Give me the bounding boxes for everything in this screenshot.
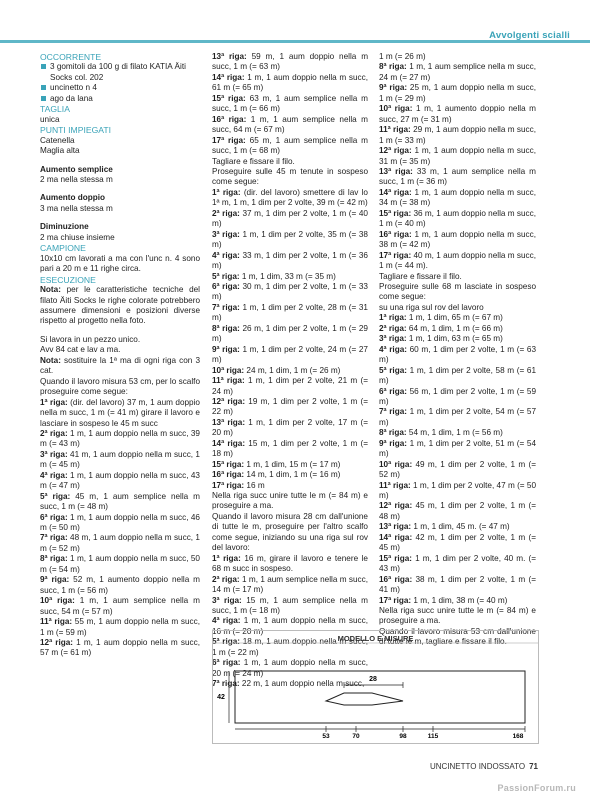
row-instruction: 5ª riga: 18 m, 1 aum doppio nella m succ, 1 m (= 22 m) (212, 637, 368, 657)
row-list (379, 313, 536, 606)
row-instruction: 16ª riga: 14 m, 1 dim, 1 m (= 16 m) (212, 470, 341, 480)
row-instruction: 1ª riga: (dir. del lavoro) 37 m, 1 aum doppio nella m succ, 1 m (= 41 m) girare il lavoro e lasciare in sospeso le 45 m succ (40, 397, 200, 428)
row-instruction: 1ª riga: 16 m, girare il lavoro e tenere le 68 m succ in sospeso. (212, 553, 368, 574)
taglia-value: unica (40, 114, 60, 124)
instruction-text: Proseguire sulle 45 m tenute in sospeso come segue: (212, 166, 368, 187)
row-instruction: 2ª riga: 1 m, 1 aum doppio nella m succ, 39 m (= 43 m) (40, 428, 200, 449)
diagram-title: MODELLO E MISURE (337, 634, 414, 643)
row-instruction: 17ª riga: 1 m, 1 dim, 38 m (= 40 m) (379, 595, 508, 605)
page-header (0, 0, 590, 44)
stitch-item: Maglia alta (40, 146, 80, 156)
row-instruction: 4ª riga: 33 m, 1 dim per 2 volte, 1 m (= 36 m) (212, 250, 368, 271)
row-instruction: 12ª riga: 19 m, 1 dim per 2 volte, 1 m (= 22 m) (212, 396, 368, 417)
row-instruction: 13ª riga: 1 m, 1 dim per 2 volte, 17 m (= 20 m) (212, 417, 368, 438)
row-instruction: 3ª riga: 1 m, 1 dim, 63 m (= 65 m) (379, 334, 503, 344)
row-instruction: 10ª riga: 1 m, 1 aumento doppio nella m succ, 27 m (= 31 m) (379, 104, 537, 124)
instruction-text: Tagliare e fissare il filo. (212, 156, 295, 166)
row-instruction: 15ª riga: 1 m, 1 dim, 15 m (= 17 m) (212, 459, 341, 469)
row-instruction: 1ª riga: 1 m, 1 dim, 65 m (= 67 m) (379, 313, 503, 323)
material-item: uncinetto n 4 (40, 83, 200, 93)
row-instruction: 16ª riga: 38 m, 1 dim per 2 volte, 1 m (= 41 m) (379, 574, 536, 595)
row-instruction: 8ª riga: 26 m, 1 dim per 2 volte, 1 m (= 29 m) (212, 323, 368, 344)
row-instruction: 7ª riga: 1 m, 1 dim per 2 volte, 54 m (= 57 m) (379, 407, 536, 427)
diminuzione-title: Diminuzione (40, 222, 89, 232)
material-item: ago da lana (40, 94, 200, 104)
row-instruction: 12ª riga: 1 m, 1 aum doppio nella m succ, 57 m (= 61 m) (40, 638, 200, 658)
instruction-text: Proseguire sulle 68 m lasciate in sospeso come segue: (379, 281, 536, 302)
row-instruction: 6ª riga: 1 m, 1 aum doppio nella m succ, 46 m (= 50 m) (40, 512, 200, 533)
row-instruction: 3ª riga: 41 m, 1 aum doppio nella m succ, 1 m (= 45 m) (40, 449, 200, 470)
punti-heading: PUNTI IMPIEGATI (40, 125, 111, 136)
esecuzione-note: Nota: per le caratteristiche tecniche del filato Äiti Socks le righe colorate potrebbero assumere dimensioni e posizioni diverse rispetto al progetto nella foto. (40, 285, 200, 326)
bullet-square-icon (41, 85, 46, 90)
watermark: PassionForum.ru (497, 783, 576, 793)
row-instruction: 2ª riga: 64 m, 1 dim, 1 m (= 66 m) (379, 323, 503, 333)
column-1 (40, 52, 200, 659)
instruction-text: 1 m (= 26 m) (379, 52, 426, 61)
row-instruction: 14ª riga: 1 m, 1 aum doppio nella m succ, 61 m (= 65 m) (212, 72, 368, 93)
row-instruction: 4ª riga: 60 m, 1 dim per 2 volte, 1 m (= 63 m) (379, 344, 536, 365)
campione-heading: CAMPIONE (40, 243, 86, 254)
row-instruction: 5ª riga: 1 m, 1 dim, 33 m (= 35 m) (212, 271, 336, 281)
aumento-doppio-title: Aumento doppio (40, 193, 106, 203)
intro-text: Si lavora in un pezzo unico. (40, 334, 141, 344)
material-item: 3 gomitoli da 100 g di filato KATIA Äiti Socks col. 202 (40, 62, 200, 83)
intro-text: Avv 84 cat e lav a ma. (40, 345, 121, 355)
diagram-drawing (213, 631, 538, 743)
page-number: 71 (529, 762, 538, 771)
row-instruction: 12ª riga: 45 m, 1 dim per 2 volte, 1 m (= 48 m) (379, 501, 536, 521)
row-instruction: 17ª riga: 16 m (212, 480, 265, 490)
esecuzione-heading: ESECUZIONE (40, 274, 96, 285)
row-instruction: 7ª riga: 1 m, 1 dim per 2 volte, 28 m (= 31 m) (212, 302, 368, 323)
row-instruction: 5ª riga: 1 m, 1 dim per 2 volte, 58 m (= 61 m) (379, 365, 536, 386)
schema-diagram (212, 630, 539, 744)
row-instruction: 7ª riga: 48 m, 1 aum doppio nella m succ, 1 m (= 52 m) (40, 533, 200, 553)
row-instruction: 15ª riga: 63 m, 1 aum semplice nella m succ, 1 m (= 66 m) (212, 93, 369, 114)
row-instruction: 9ª riga: 25 m, 1 aum doppio nella m succ, 1 m (= 29 m) (379, 83, 536, 103)
aumento-semplice-title: Aumento semplice (40, 164, 113, 174)
dimension-label-bottom: 115 (427, 733, 439, 740)
row-instruction: 2ª riga: 1 m, 1 aum semplice nella m succ, 14 m (= 17 m) (212, 574, 368, 595)
dimension-label-bottom: 53 (322, 733, 330, 740)
aumento-doppio-text: 3 ma nella stessa m (40, 203, 113, 213)
instruction-text: Nella riga succ unire tutte le m (= 84 m) e proseguire a ma. (212, 491, 368, 511)
row-instruction: 17ª riga: 65 m, 1 aum semplice nella m succ, 1 m (= 68 m) (212, 135, 369, 156)
dimension-label-bottom: 98 (399, 733, 407, 740)
row-instruction: 14ª riga: 1 m, 1 aum doppio nella m succ, 34 m (= 38 m) (379, 187, 536, 208)
instruction-text: Quando il lavoro misura 53 cm dall'unione di tutte le m, tagliare e fissare il filo. (379, 626, 536, 647)
row-instruction: 15ª riga: 1 m, 1 dim per 2 volte, 40 m. (= 43 m) (379, 553, 537, 574)
instruction-text: Nella riga succ unire tutte le m (= 84 m) e proseguire a ma. (379, 606, 536, 626)
row-instruction: 11ª riga: 29 m, 1 aum doppio nella m succ, 1 m (= 33 m) (379, 125, 537, 145)
row-instruction: 10ª riga: 49 m, 1 dim per 2 volte, 1 m (= 52 m) (379, 459, 536, 480)
row-instruction: 12ª riga: 1 m, 1 aum doppio nella m succ, 31 m (= 35 m) (379, 146, 536, 166)
row-list (212, 52, 368, 157)
row-instruction: 3ª riga: 15 m, 1 aum semplice nella m succ, 1 m (= 18 m) (212, 595, 369, 616)
row-instruction: 2ª riga: 37 m, 1 dim per 2 volte, 1 m (= 40 m) (212, 208, 368, 229)
note-text: Nota: sostituire la 1ª ma di ogni riga con 3 cat. (40, 355, 200, 376)
row-instruction: 4ª riga: 1 m, 1 aum doppio nella m succ, 16 m (= 20 m) (212, 616, 368, 636)
campione-text: 10x10 cm lavorati a ma con l'unc n. 4 sono pari a 20 m e 11 righe circa. (40, 253, 200, 274)
row-instruction: 3ª riga: 1 m, 1 dim per 2 volte, 35 m (= 38 m) (212, 229, 368, 250)
row-instruction: 15ª riga: 36 m, 1 aum doppio nella m succ, 1 m (= 40 m) (379, 208, 536, 229)
diminuzione-text: 2 ma chiuse insieme (40, 232, 115, 242)
row-instruction: 13ª riga: 59 m, 1 aum doppio nella m succ, 1 m (= 63 m) (212, 52, 369, 72)
instruction-text: su una riga sul rov del lavoro (379, 302, 484, 312)
magazine-name: UNCINETTO INDOSSATO (429, 762, 526, 771)
row-instruction: 10ª riga: 24 m, 1 dim, 1 m (= 26 m) (212, 365, 341, 375)
dimension-label-bottom: 168 (512, 733, 524, 740)
row-instruction: 9ª riga: 1 m, 1 dim per 2 volte, 24 m (= 27 m) (212, 344, 368, 365)
section-title: Avvolgenti scialli (489, 30, 570, 41)
bullet-square-icon (41, 64, 46, 69)
row-instruction: 8ª riga: 1 m, 1 aum semplice nella m succ, 24 m (= 27 m) (379, 62, 536, 82)
dimension-label-left: 42 (217, 694, 225, 701)
row-instruction: 4ª riga: 1 m, 1 aum doppio nella m succ, 43 m (= 47 m) (40, 470, 200, 491)
page-footer (430, 762, 538, 771)
row-instruction: 14ª riga: 42 m, 1 dim per 2 volte, 1 m (= 45 m) (379, 532, 536, 553)
row-instruction: 14ª riga: 15 m, 1 dim per 2 volte, 1 m (= 18 m) (212, 438, 368, 459)
row-instruction: 17ª riga: 40 m, 1 aum doppio nella m succ, 1 m (= 44 m). (379, 250, 536, 271)
row-instruction: 9ª riga: 1 m, 1 dim per 2 volte, 51 m (= 54 m) (379, 438, 536, 459)
aumento-semplice-text: 2 ma nella stessa m (40, 174, 113, 184)
intro-text: Quando il lavoro misura 53 cm, per lo scalfo proseguire come segue: (40, 376, 200, 397)
row-instruction: 10ª riga: 1 m, 1 aum semplice nella m succ, 54 m (= 57 m) (40, 596, 200, 616)
taglia-heading: TAGLIA (40, 104, 70, 115)
armhole-opening (326, 693, 403, 705)
row-list (379, 62, 536, 271)
row-instruction: 11ª riga: 1 m, 1 dim per 2 volte, 21 m (= 24 m) (212, 376, 368, 396)
row-instruction: 16ª riga: 1 m, 1 aum doppio nella m succ, 38 m (= 42 m) (379, 229, 536, 250)
row-instruction: 6ª riga: 1 m, 1 aum doppio nella m succ, 20 m (= 24 m) (212, 658, 368, 678)
row-instruction: 16ª riga: 1 m, 1 aum semplice nella m succ, 64 m (= 67 m) (212, 114, 368, 135)
row-list (40, 398, 200, 659)
row-instruction: 8ª riga: 1 m, 1 aum doppio nella m succ, 50 m (= 54 m) (40, 554, 200, 574)
row-instruction: 8ª riga: 54 m, 1 dim, 1 m (= 56 m) (379, 428, 503, 438)
row-instruction: 13ª riga: 33 m, 1 aum semplice nella m succ, 1 m (= 36 m) (379, 166, 537, 187)
row-instruction: 6ª riga: 56 m, 1 dim per 2 volte, 1 m (= 59 m) (379, 386, 536, 406)
instruction-text: Tagliare e fissare il filo. (379, 271, 462, 281)
stitch-item: Catenella (40, 135, 75, 145)
column-2 (212, 52, 368, 690)
row-list (212, 188, 368, 491)
bullet-square-icon (41, 96, 46, 101)
row-instruction: 9ª riga: 52 m, 1 aumento doppio nella m succ, 1 m (= 56 m) (40, 575, 200, 595)
dimension-label-bottom: 70 (352, 733, 360, 740)
row-instruction: 1ª riga: (dir. del lavoro) smettere di lav lo 1ª m, 1 m, 1 dim per 2 volte, 39 m (= 42 m) (212, 187, 368, 208)
row-instruction: 5ª riga: 45 m, 1 aum semplice nella m succ, 1 m (= 48 m) (40, 491, 201, 512)
row-instruction: 7ª riga: 22 m, 1 aum doppio nella m succ, (212, 679, 365, 689)
row-instruction: 11ª riga: 55 m, 1 aum doppio nella m succ, 1 m (= 59 m) (40, 617, 200, 637)
row-instruction: 6ª riga: 30 m, 1 dim per 2 volte, 1 m (= 33 m) (212, 281, 368, 302)
row-instruction: 11ª riga: 1 m, 1 dim per 2 volte, 47 m (= 50 m) (379, 480, 536, 501)
column-3 (379, 52, 536, 648)
dimension-label-top: 28 (369, 676, 377, 683)
row-instruction: 13ª riga: 1 m, 1 dim, 45 m. (= 47 m) (379, 522, 510, 532)
occorrente-heading: OCCORRENTE (40, 52, 102, 62)
instruction-text: Quando il lavoro misura 28 cm dall'unione di tutte le m, proseguire per l'altro scalfo come segue, iniziando su una riga sul rov del lavoro: (212, 511, 368, 553)
